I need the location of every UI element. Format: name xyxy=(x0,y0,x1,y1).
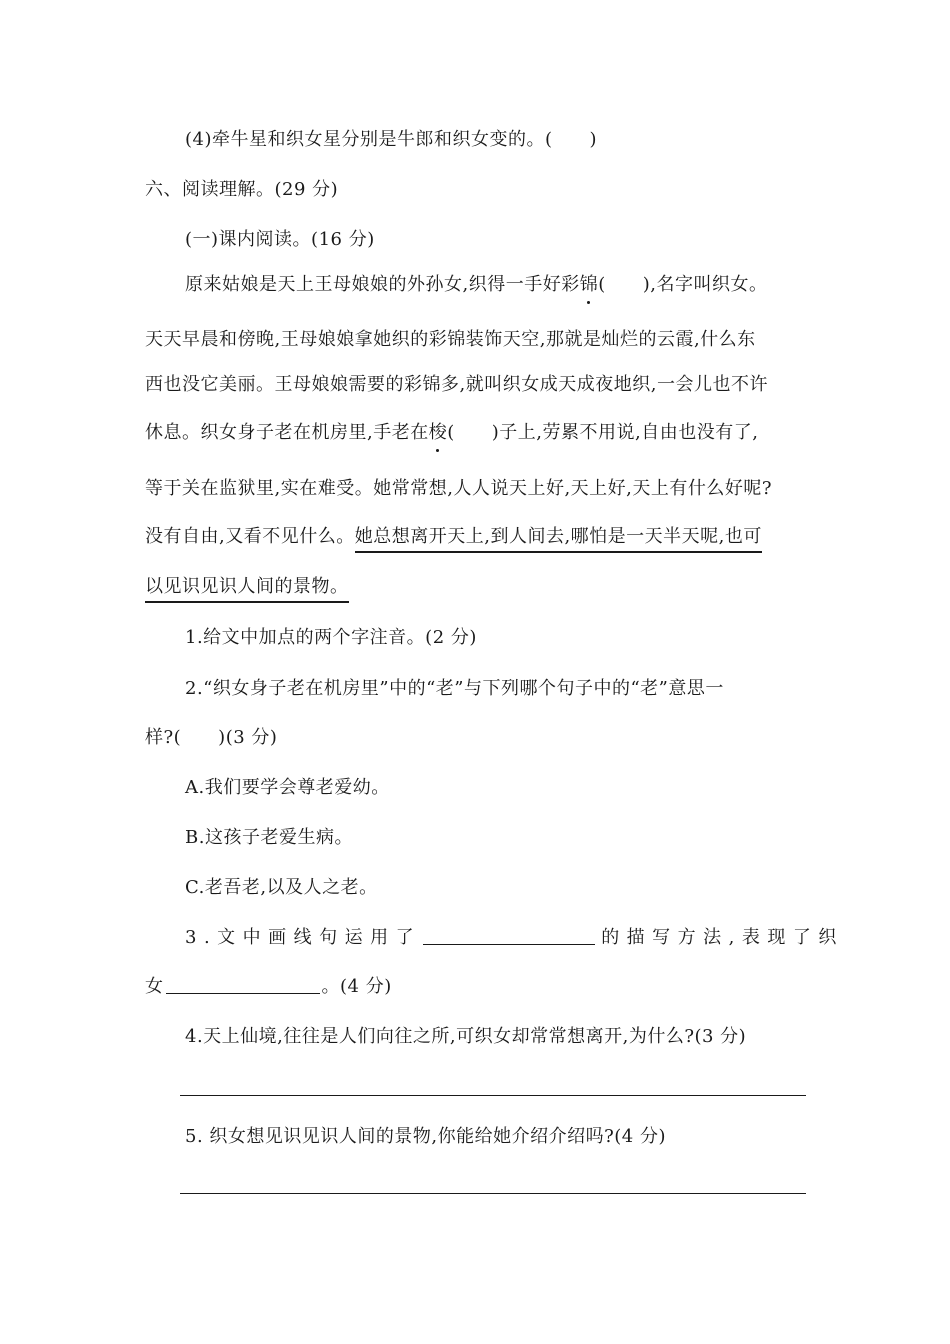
passage-line-4 xyxy=(145,420,758,446)
option-a: A.我们要学会尊老爱幼。 xyxy=(185,777,390,798)
question-3-text: 的描写方法,表现了织 xyxy=(601,927,844,948)
question-5: 5. 织女想见识见识人间的景物,你能给她介绍介绍吗?(4 分) xyxy=(185,1126,666,1147)
question-3-text: 。(4 分) xyxy=(321,976,392,997)
question-4: 4.天上仙境,往往是人们向往之所,可织女却常常想离开,为什么?(3 分) xyxy=(185,1026,747,1047)
passage-text: 休息。织女身子老在机房里,手老在 xyxy=(145,422,429,443)
question-3-text: 3.文中画线句运用了 xyxy=(185,927,422,948)
passage-line-5: 等于关在监狱里,实在难受。她常常想,人人说天上好,天上好,天上有什么好呢? xyxy=(145,478,773,499)
passage-line-3: 西也没它美丽。王母娘娘需要的彩锦多,就叫织女成天成夜地织,一会儿也不许 xyxy=(145,374,768,395)
option-c: C.老吾老,以及人之老。 xyxy=(185,877,378,898)
passage-line-2: 天天早晨和傍晚,王母娘娘拿她织的彩锦装饰天空,那就是灿烂的云霞,什么东 xyxy=(145,329,756,350)
underlined-sentence: 以见识见识人间的景物。 xyxy=(145,576,349,603)
passage-line-7 xyxy=(145,574,349,600)
answer-line-q4[interactable] xyxy=(180,1095,806,1096)
in-class-reading-title: (一)课内阅读。(16 分) xyxy=(185,229,375,250)
question-1: 1.给文中加点的两个字注音。(2 分) xyxy=(185,627,477,648)
question-2: 2.“织女身子老在机房里”中的“老”与下列哪个句子中的“老”意思一 xyxy=(185,678,724,699)
option-b: B.这孩子老爱生病。 xyxy=(185,827,353,848)
fill-in-blank-method[interactable] xyxy=(423,926,595,945)
fill-in-blank-character[interactable] xyxy=(166,975,320,994)
dotted-character-suo: 梭 xyxy=(429,420,448,446)
question-3-continued xyxy=(145,974,392,1000)
answer-line-q5[interactable] xyxy=(180,1193,806,1194)
dotted-character-jin: 锦 xyxy=(580,272,599,298)
passage-line-1 xyxy=(185,272,768,298)
passage-text: 没有自由,又看不见什么。 xyxy=(145,526,355,547)
passage-text: 原来姑娘是天上王母娘娘的外孙女,织得一手好彩 xyxy=(185,274,580,295)
section-six-title: 六、阅读理解。(29 分) xyxy=(145,179,339,200)
judgement-item-4: (4)牵牛星和织女星分别是牛郎和织女变的。( ) xyxy=(185,129,598,150)
question-3-text: 女 xyxy=(145,976,164,997)
passage-text: ( ),名字叫织女。 xyxy=(598,274,768,295)
question-2-continued: 样?( )(3 分) xyxy=(145,727,278,748)
passage-text: ( )子上,劳累不用说,自由也没有了, xyxy=(447,422,759,443)
underlined-sentence: 她总想离开天上,到人间去,哪怕是一天半天呢,也可 xyxy=(355,526,762,553)
passage-line-6 xyxy=(145,524,762,550)
question-3 xyxy=(185,925,844,951)
